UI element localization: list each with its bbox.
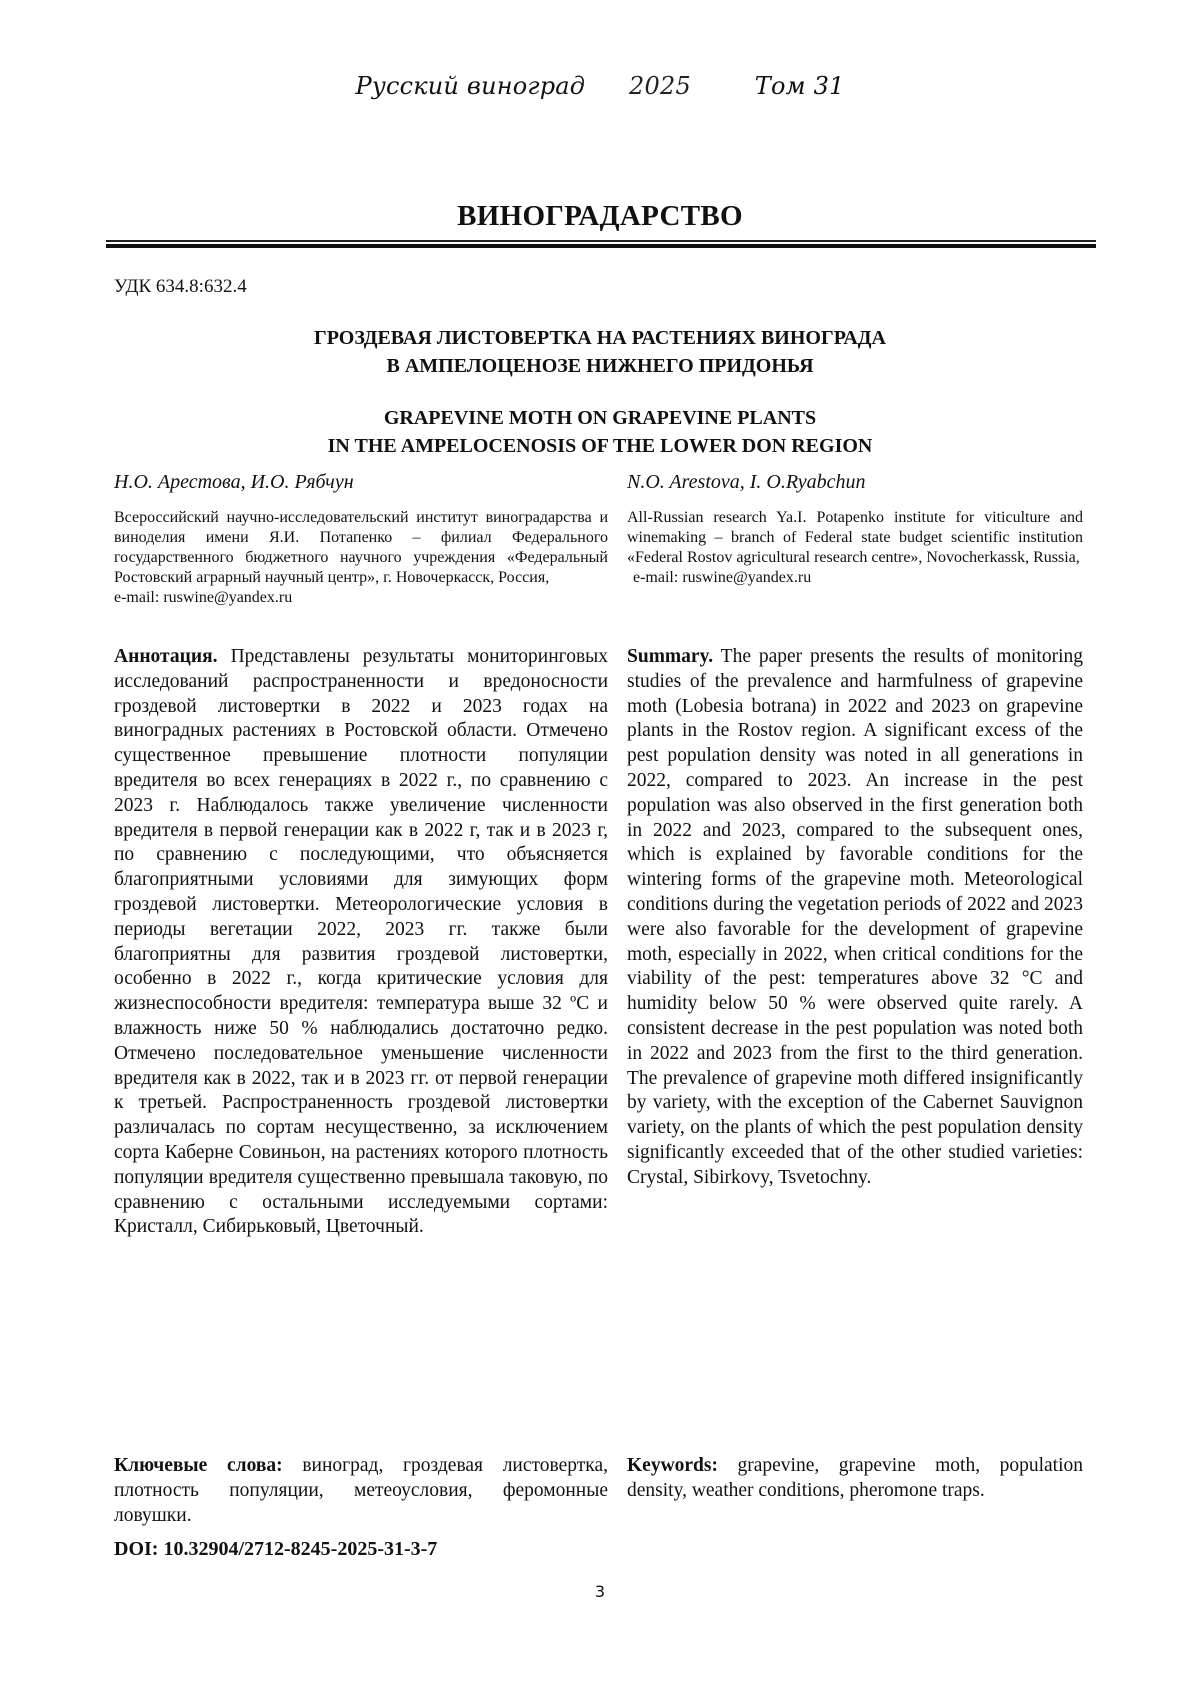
running-header [0, 72, 1200, 100]
keywords-en-text: grapevine, grapevine moth, population density, weather conditions, pheromone traps. [627, 1455, 1083, 1501]
affiliation-en [627, 508, 1083, 588]
journal-name: Русский виноград [355, 72, 586, 100]
keywords-ru-label: Ключевые слова: [114, 1455, 283, 1476]
keywords-ru [114, 1454, 608, 1528]
keywords-en-label: Keywords: [627, 1455, 718, 1476]
abstract-en [627, 645, 1083, 1191]
authors-ru: Н.О. Арестова, И.О. Рябчун [114, 471, 354, 493]
section-divider-thick [106, 244, 1096, 248]
abstract-ru-label: Аннотация. [114, 646, 218, 667]
article-title-ru-line1: ГРОЗДЕВАЯ ЛИСТОВЕРТКА НА РАСТЕНИЯХ ВИНОГРАДА [313, 327, 886, 349]
section-title: ВИНОГРАДАРСТВО [457, 200, 743, 232]
article-title-en [0, 404, 1200, 460]
affiliation-ru [114, 508, 608, 608]
affiliation-ru-text: Всероссийский научно-исследовательский институт виноградарства и виноделия имени Я.И. Потапенко – филиал Федерального государственного бюджетного научного учреждения «Федеральный Ростовский аграрный научный центр», г. Новочеркасск, Россия, [114, 509, 608, 586]
abstract-ru-text: Представлены результаты мониторинговых исследований распространенности и вредоносности гроздевой листовертки в 2022 и 2023 годах на виноградных растениях в Ростовской области. Отмечено существенное превышение плотности популяции вредителя во всех генерациях в 2022 г., по сравнению с 2023 г. Наблюдалось также увеличение численности вредителя в первой генерации как в 2022 г, так и в 2023 г, по сравнению с последующими, что объясняется благоприятными условиями для зимующих форм гроздевой листовертки. Метеорологические условия в периоды вегетации 2022, 2023 гг. также были благоприятны для развития гроздевой листовертки, особенно в 2022 г., когда критические условия для жизнеспособности вредителя: температура выше 32 ºС и влажность ниже 50 % наблюдались достаточно редко. Отмечено последовательное уменьшение численности вредителя как в 2022, так и в 2023 гг. от первой генерации к третьей. Распространенность гроздевой листовертки различалась по сортам несущественно, за исключением сорта Каберне Совиньон, на растениях которого плотность популяции вредителя существенно превышала таковую, по сравнению с остальными исследуемыми сортами: Кристалл, Сибирьковый, Цветочный. [114, 646, 608, 1238]
abstract-en-text: The paper presents the results of monitoring studies of the prevalence and harmfulness of grapevine moth (Lobesia botrana) in 2022 and 2023 on grapevine plants in the Rostov region. A significant excess of the pest population density was noted in all generations in 2022, compared to 2023. An increase in the pest population was also observed in the first generation both in 2022 and 2023, compared to the subsequent ones, which is explained by favorable conditions for the wintering forms of the grapevine moth. Meteorological conditions during the vegetation periods of 2022 and 2023 were also favorable for the development of grapevine moth, especially in 2022, when critical conditions for the viability of the pest: temperatures above 32 °C and humidity below 50 % were observed quite rarely. A consistent decrease in the pest population was noted both in 2022 and 2023 from the first to the third generation. The prevalence of grapevine moth differed insignificantly by variety, with the exception of the Cabernet Sauvignon variety, on the plants of which the pest population density significantly exceeded that of the other studied varieties: Crystal, Sibirkovy, Tsvetochny. [627, 646, 1084, 1188]
keywords-ru-text: виноград, гроздевая листовертка, плотность популяции, метеоусловия, феромонные ловушки. [114, 1455, 609, 1526]
doi: DOI: 10.32904/2712-8245-2025-31-3-7 [114, 1538, 438, 1560]
authors-en: N.O. Arestova, I. O.Ryabchun [627, 471, 866, 493]
journal-year: 2025 [629, 72, 691, 100]
article-title-en-line2: IN THE AMPELOCENOSIS OF THE LOWER DON REGION [327, 435, 873, 457]
journal-volume: Том 31 [754, 72, 845, 100]
abstract-en-label: Summary. [627, 646, 714, 667]
abstract-ru [114, 645, 608, 1240]
affiliation-en-email: e-mail: ruswine@yandex.ru [633, 569, 812, 586]
keywords-en [627, 1454, 1083, 1504]
affiliation-ru-email: e-mail: ruswine@yandex.ru [114, 589, 293, 606]
udc-code: УДК 634.8:632.4 [114, 276, 247, 297]
affiliation-en-text: All-Russian research Ya.I. Potapenko institute for viticulture and winemaking – branch of Federal state budget scientific institution «Federal Rostov agricultural research centre», Novocherkassk, Russia, [627, 509, 1083, 566]
section-divider-thin [106, 240, 1096, 242]
article-title-ru-line2: В АМПЕЛОЦЕНОЗЕ НИЖНЕГО ПРИДОНЬЯ [386, 355, 814, 377]
article-title-ru [0, 324, 1200, 380]
page-number: 3 [594, 1582, 606, 1601]
article-title-en-line1: GRAPEVINE MOTH ON GRAPEVINE PLANTS [383, 407, 817, 429]
